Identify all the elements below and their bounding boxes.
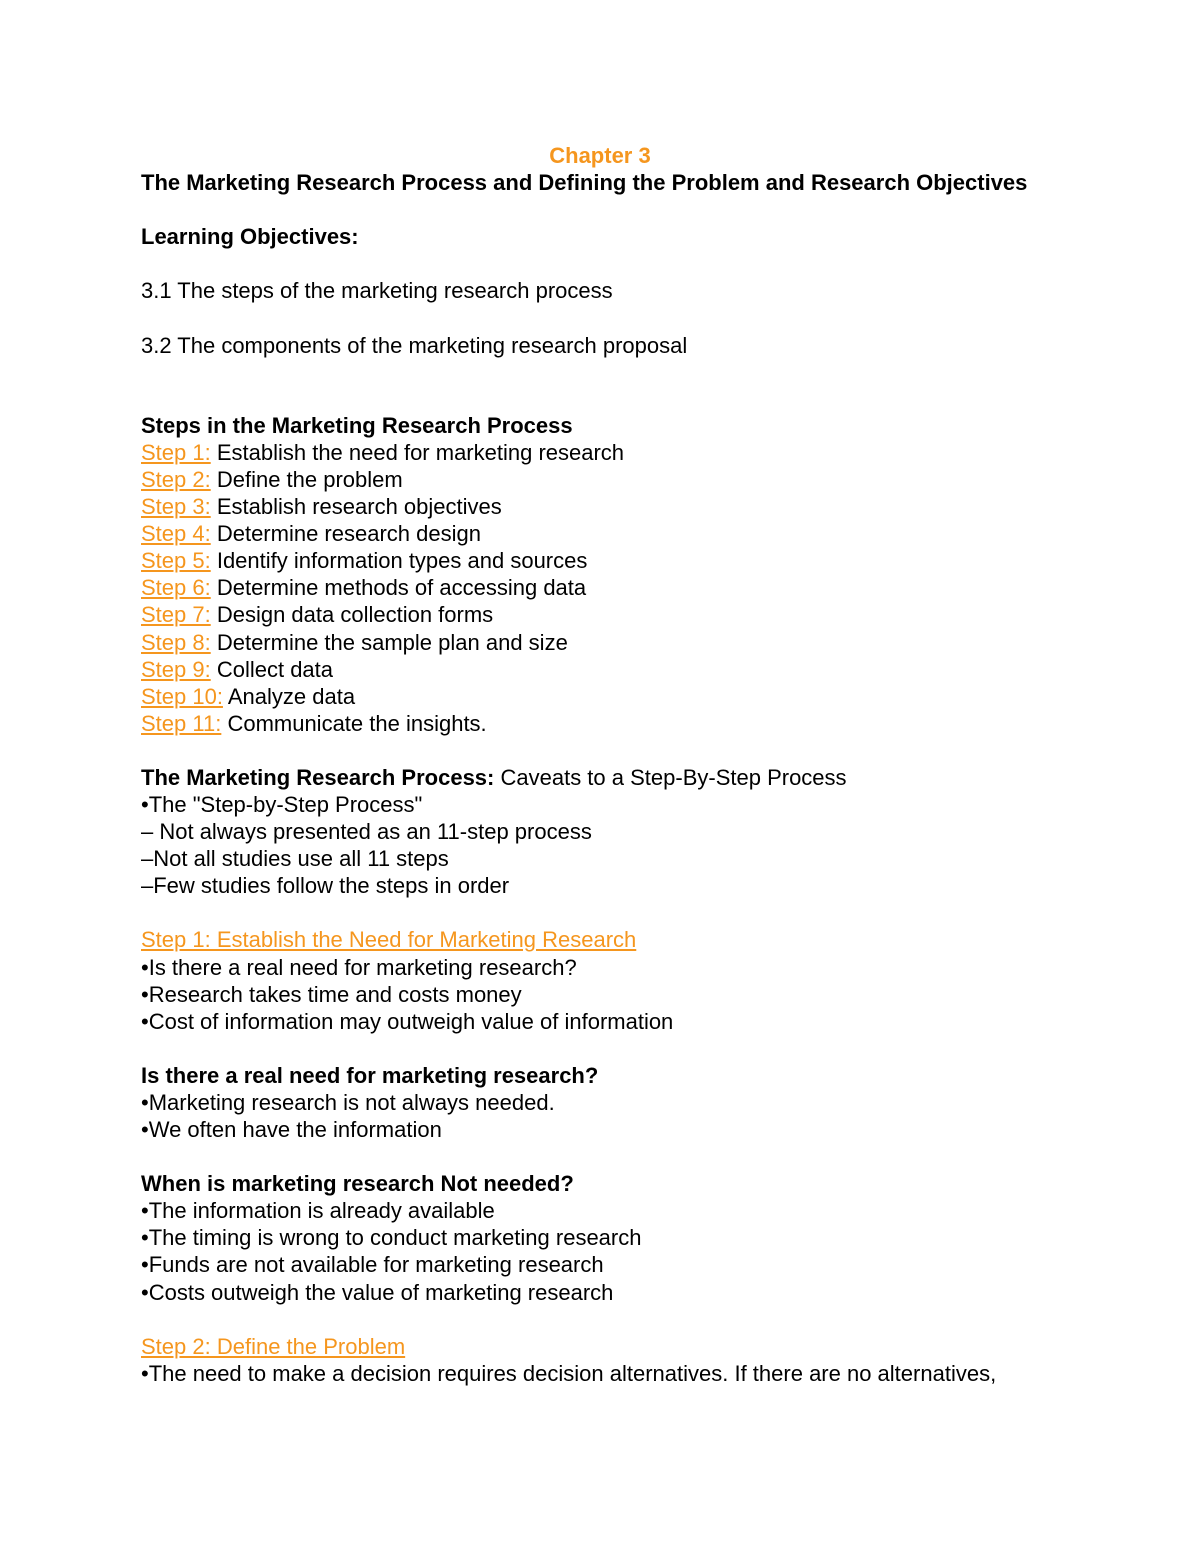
step-text: Establish the need for marketing research (210, 440, 625, 465)
chapter-title: Chapter 3 (549, 143, 651, 168)
caveats-heading (141, 764, 847, 791)
step-item (141, 493, 502, 520)
caveat-line: –Not all studies use all 11 steps (141, 846, 449, 871)
step-link[interactable]: Step 5: (141, 548, 211, 573)
step-link[interactable]: Step 6: (141, 575, 211, 600)
step1-line: •Is there a real need for marketing research? (141, 955, 577, 980)
not-needed-line: •Funds are not available for marketing research (141, 1252, 604, 1277)
step-text: Communicate the insights. (221, 711, 487, 736)
not-needed-heading: When is marketing research Not needed? (141, 1171, 574, 1196)
step1-line: •Cost of information may outweigh value of information (141, 1009, 674, 1034)
step-item (141, 683, 355, 710)
learning-objective-item: 3.1 The steps of the marketing research process (141, 278, 613, 303)
step-text: Collect data (210, 657, 334, 682)
step-link[interactable]: Step 11: (141, 711, 222, 736)
learning-objective-item: 3.2 The components of the marketing research proposal (141, 333, 688, 358)
step-link[interactable]: Step 8: (141, 630, 211, 655)
step-text: Establish research objectives (210, 494, 502, 519)
step-item (141, 574, 586, 601)
caveats-heading-rest: Caveats to a Step-By-Step Process (494, 765, 847, 790)
step-item (141, 710, 487, 737)
step-item (141, 601, 493, 628)
learning-objectives-heading: Learning Objectives: (141, 224, 359, 249)
step-text: Analyze data (222, 684, 356, 709)
real-need-line: •Marketing research is not always needed. (141, 1090, 555, 1115)
step-text: Design data collection forms (210, 602, 494, 627)
caveat-line: –Few studies follow the steps in order (141, 873, 510, 898)
step-link[interactable]: Step 4: (141, 521, 211, 546)
caveats-heading-bold: The Marketing Research Process: (141, 765, 495, 790)
step1-heading-link[interactable]: Step 1: Establish the Need for Marketing Research (141, 927, 637, 952)
step-link[interactable]: Step 7: (141, 602, 211, 627)
step-link[interactable]: Step 9: (141, 657, 211, 682)
real-need-heading: Is there a real need for marketing research? (141, 1063, 599, 1088)
step-item (141, 547, 587, 574)
step2-line: •The need to make a decision requires decision alternatives. If there are no alternatives, (141, 1361, 997, 1386)
step-item (141, 520, 481, 547)
step-text: Define the problem (210, 467, 403, 492)
step1-line: •Research takes time and costs money (141, 982, 522, 1007)
step-link[interactable]: Step 3: (141, 494, 211, 519)
not-needed-line: •The information is already available (141, 1198, 495, 1223)
step-item (141, 466, 403, 493)
document-title: The Marketing Research Process and Defining the Problem and Research Objectives (141, 170, 1028, 195)
step-text: Determine the sample plan and size (210, 630, 568, 655)
step-item (141, 629, 568, 656)
steps-heading: Steps in the Marketing Research Process (141, 413, 573, 438)
step-text: Determine methods of accessing data (210, 575, 587, 600)
not-needed-line: •Costs outweigh the value of marketing research (141, 1280, 614, 1305)
step-text: Determine research design (210, 521, 481, 546)
step-link[interactable]: Step 2: (141, 467, 211, 492)
not-needed-line: •The timing is wrong to conduct marketing research (141, 1225, 642, 1250)
step-link[interactable]: Step 10: (141, 684, 223, 709)
step2-heading-link[interactable]: Step 2: Define the Problem (141, 1334, 406, 1359)
step-link[interactable]: Step 1: (141, 440, 211, 465)
step-item (141, 439, 624, 466)
caveat-line: – Not always presented as an 11-step process (141, 819, 592, 844)
caveat-line: •The "Step-by-Step Process" (141, 792, 423, 817)
step-text: Identify information types and sources (210, 548, 588, 573)
real-need-line: •We often have the information (141, 1117, 442, 1142)
step-item (141, 656, 333, 683)
